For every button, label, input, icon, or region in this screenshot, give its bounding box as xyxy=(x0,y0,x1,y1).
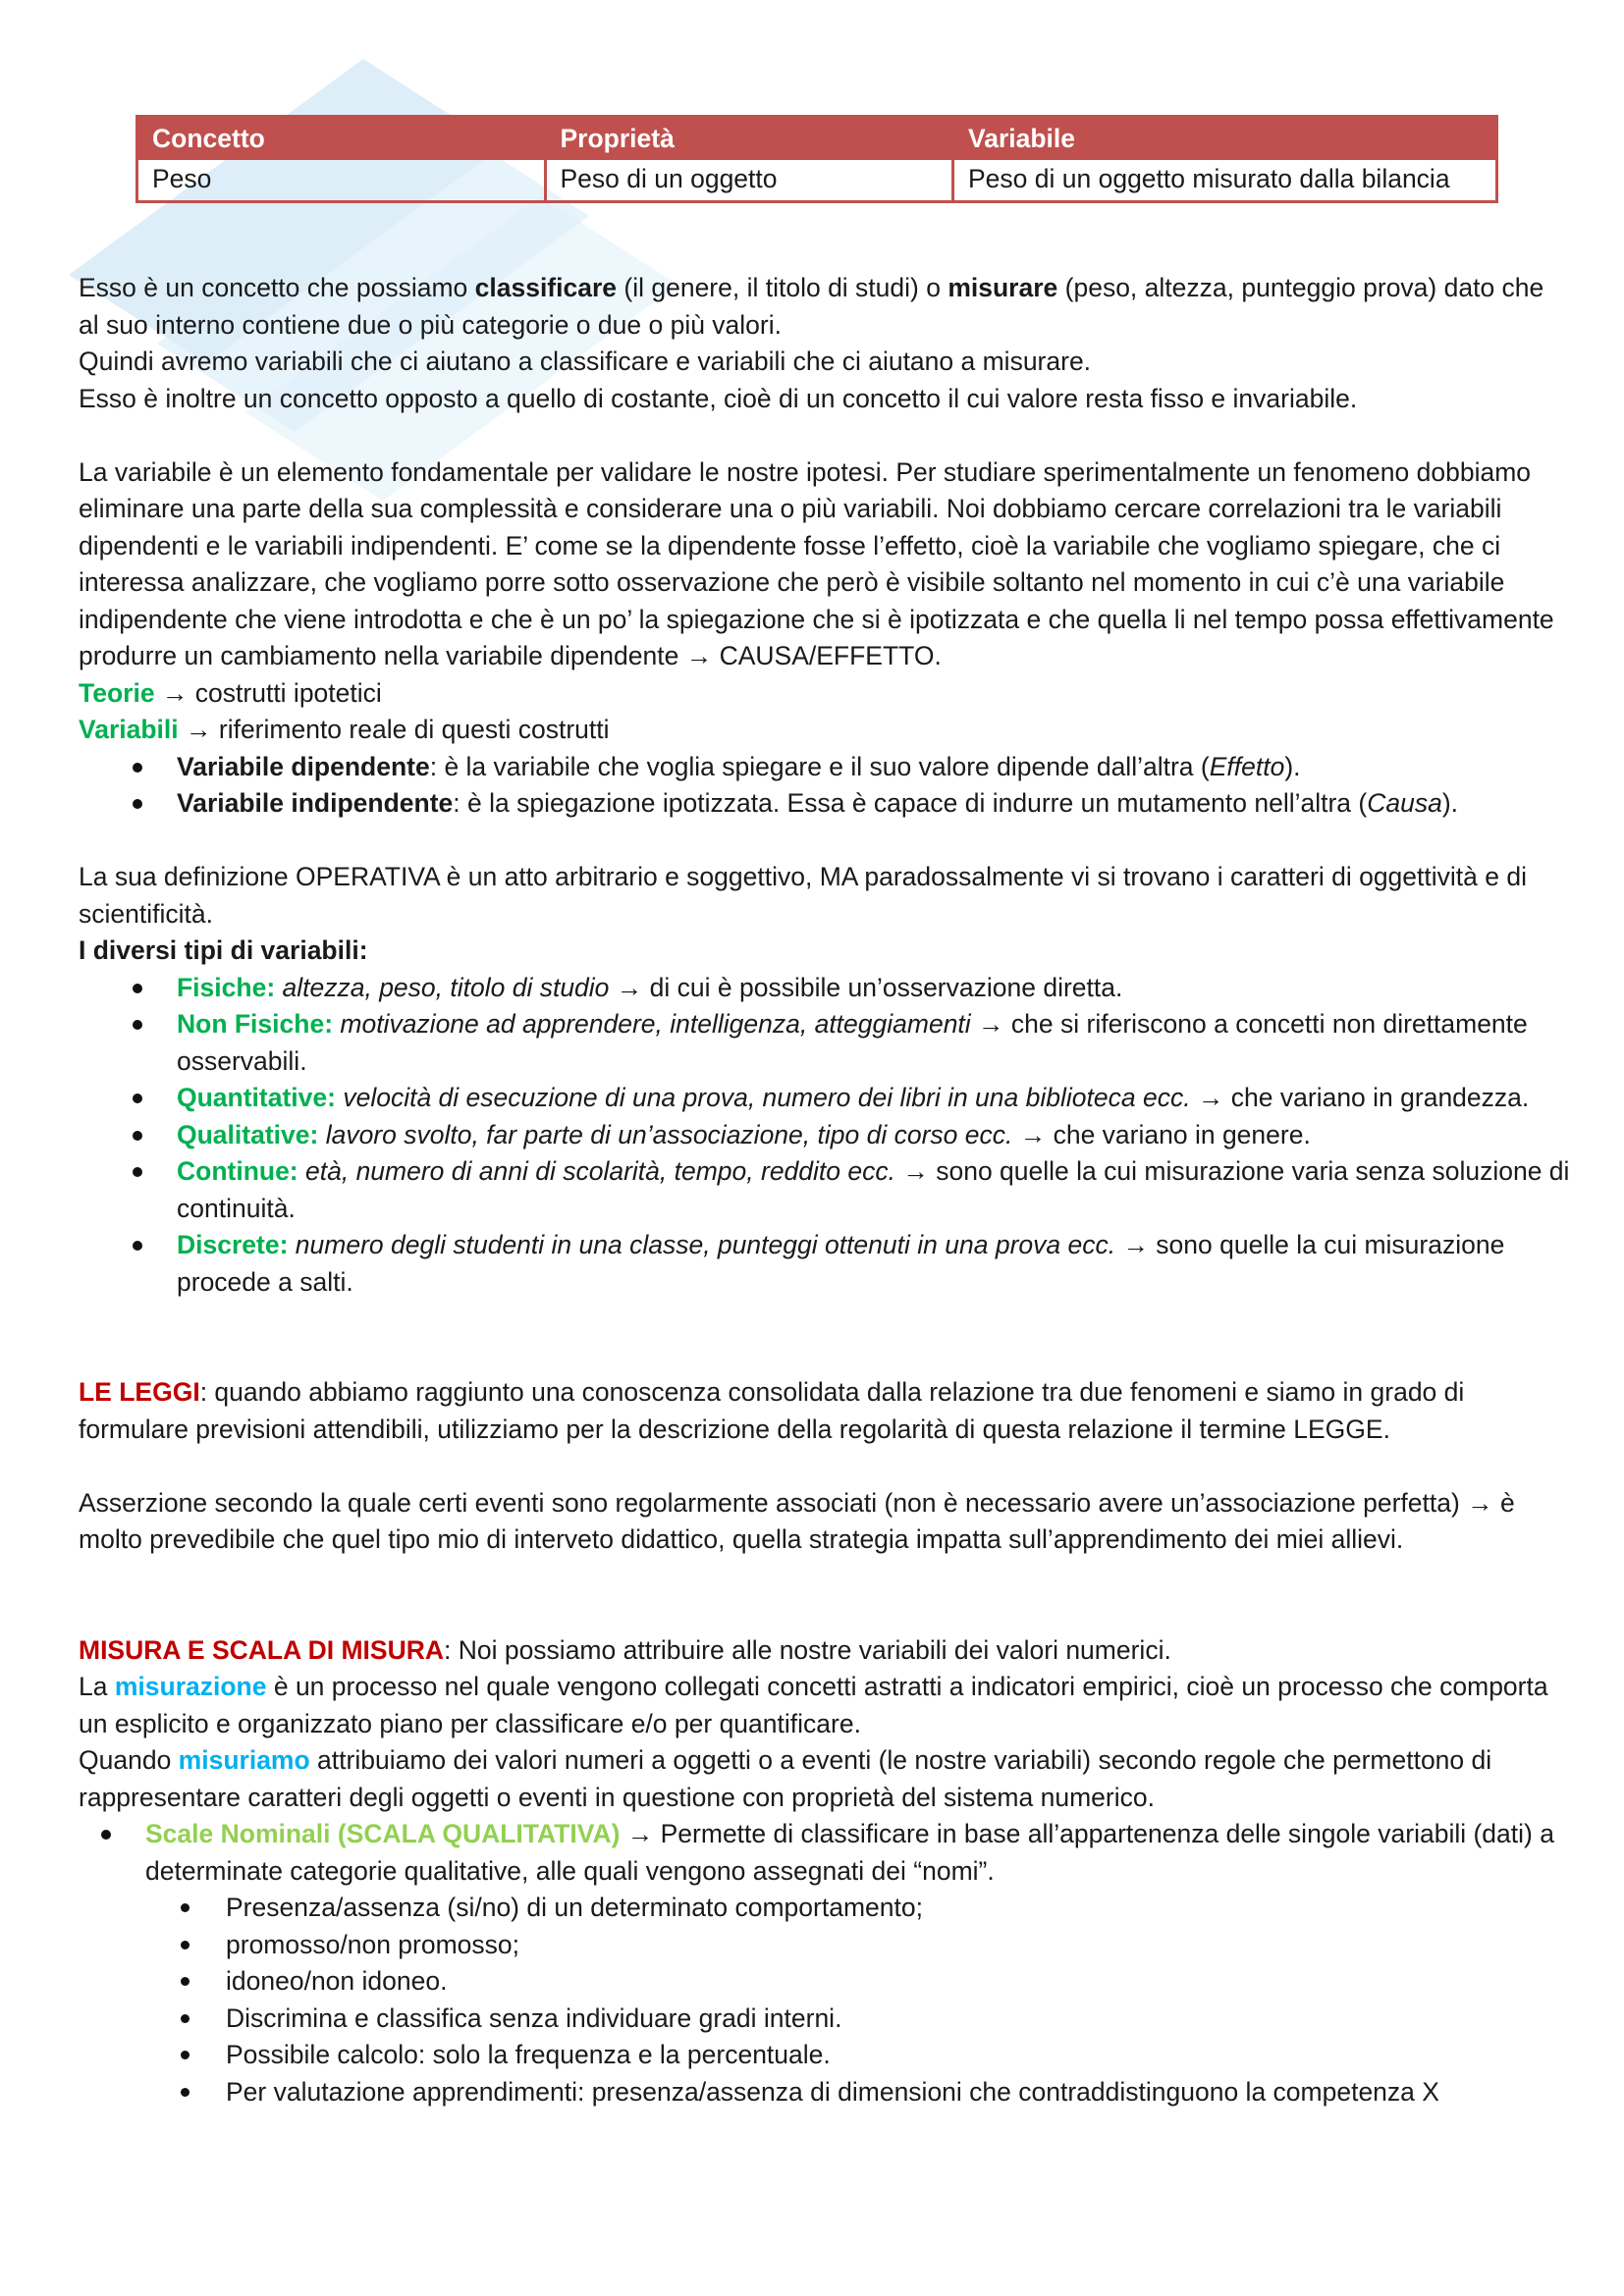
scale-list xyxy=(79,1816,1571,2110)
table-row xyxy=(137,159,1497,202)
list-item: Variabile indipendente: è la spiegazione ipotizzata. Essa è capace di indurre un mutamento nell’altra (Causa). xyxy=(177,785,1571,823)
paragraph-concetto: Esso è un concetto che possiamo classificare (il genere, il titolo di studi) o misurare (peso, altezza, punteggio prova) dato che al suo interno contiene due o più categorie o due o più valori. xyxy=(79,273,1544,340)
list-item: Quantitative: velocità di esecuzione di una prova, numero dei libri in una biblioteca ecc. → che variano in grandezza. xyxy=(177,1080,1571,1117)
paragraph: Quindi avremo variabili che ci aiutano a classificare e variabili che ci aiutano a misurare. xyxy=(79,347,1092,376)
list-item: Qualitative: lavoro svolto, far parte di un’associazione, tipo di corso ecc. → che variano in genere. xyxy=(177,1117,1571,1154)
list-item: Fisiche: altezza, peso, titolo di studio → di cui è possibile un’osservazione diretta. xyxy=(177,970,1571,1007)
paragraph-asserzione: Asserzione secondo la quale certi eventi sono regolarmente associati (non è necessario avere un’associazione perfetta) → è molto prevedibile che quel tipo mio di interveto didattico, quella strategia impatta sull’apprendimento dei miei allievi. xyxy=(79,1487,1515,1554)
paragraph: Esso è inoltre un concetto opposto a quello di costante, cioè di un concetto il cui valore resta fisso e invariabile. xyxy=(79,383,1358,413)
list-item: Discrete: numero degli studenti in una classe, punteggi ottenuti in una prova ecc. → sono quelle la cui misurazione procede a salti. xyxy=(177,1227,1571,1301)
list-item: Per valutazione apprendimenti: presenza/assenza di dimensioni che contraddistinguono la competenza X xyxy=(226,2074,1571,2111)
paragraph-misuriamo: Quando misuriamo attribuiamo dei valori numeri a oggetti o a eventi (le nostre variabili) secondo regole che permettono di rappresentare caratteri degli oggetti o eventi in questione con proprietà del sistema numerico. xyxy=(79,1745,1492,1812)
paragraph-misura: MISURA E SCALA DI MISURA: Noi possiamo attribuire alle nostre variabili dei valori numerici. xyxy=(79,1634,1171,1665)
list-item: Possibile calcolo: solo la frequenza e la percentuale. xyxy=(226,2037,1571,2074)
list-item: Non Fisiche: motivazione ad apprendere, intelligenza, atteggiamenti → che si riferiscono a concetti non direttamente osservabili. xyxy=(177,1006,1571,1080)
table-header-concetto: Concetto xyxy=(137,117,546,159)
types-list xyxy=(79,970,1571,1302)
types-heading: I diversi tipi di variabili: xyxy=(79,935,368,965)
paragraph-operativa: La sua definizione OPERATIVA è un atto arbitrario e soggettivo, MA paradossalmente vi si trovano i caratteri di oggettività e di scientificità. xyxy=(79,862,1527,929)
table-header-variabile: Variabile xyxy=(953,117,1497,159)
list-item: Presenza/assenza (si/no) di un determinato comportamento; xyxy=(226,1890,1571,1927)
paragraph-leggi: LE LEGGI: quando abbiamo raggiunto una conoscenza consolidata dalla relazione tra due fenomeni e siamo in grado di formulare previsioni attendibili, utilizziamo per la descrizione della regolarità di questa relazione il termine LEGGE. xyxy=(79,1377,1465,1444)
scale-sublist xyxy=(145,1890,1571,2110)
variabili-line: Variabili → riferimento reale di questi costrutti xyxy=(79,715,610,744)
table-cell: Peso di un oggetto xyxy=(545,159,953,202)
variable-kind-list xyxy=(79,749,1571,823)
concept-table xyxy=(135,115,1498,203)
list-item: Scale Nominali (SCALA QUALITATIVA) → Permette di classificare in base all’appartenenza delle singole variabili (dati) a determinate categorie qualitative, alle quali vengono assegnati dei “nomi”. Presenza/assenza (si/no) di un determinato comportamento; promosso/non promosso; idoneo/non idoneo. Discrimina e classifica senza individuare gradi interni. Possibile calcolo: solo la frequenza e la percentuale. Per valutazione apprendimenti: presenza/assenza di dimensioni che contraddistinguono la competenza X xyxy=(145,1816,1571,2110)
list-item: Variabile dipendente: è la variabile che voglia spiegare e il suo valore dipende dall’altra (Effetto). xyxy=(177,749,1571,786)
list-item: promosso/non promosso; xyxy=(226,1927,1571,1964)
table-header-proprieta: Proprietà xyxy=(545,117,953,159)
document-body xyxy=(79,270,1571,2110)
table-cell: Peso xyxy=(137,159,546,202)
teorie-line: Teorie → costrutti ipotetici xyxy=(79,677,382,708)
list-item: Continue: età, numero di anni di scolarità, tempo, reddito ecc. → sono quelle la cui misurazione varia senza soluzione di continuità. xyxy=(177,1153,1571,1227)
table-cell: Peso di un oggetto misurato dalla bilancia xyxy=(953,159,1497,202)
paragraph-misurazione: La misurazione è un processo nel quale vengono collegati concetti astratti a indicatori empirici, cioè un processo che comporta un esplicito e organizzato piano per classificare e/o per quantificare. xyxy=(79,1672,1548,1738)
list-item: idoneo/non idoneo. xyxy=(226,1963,1571,2001)
paragraph-variabile: La variabile è un elemento fondamentale per validare le nostre ipotesi. Per studiare sperimentalmente un fenomeno dobbiamo eliminare una parte della sua complessità e considerare una o più variabili. Noi dobbiamo cercare correlazioni tra le variabili dipendenti e le variabili indipendenti. E’ come se la dipendente fosse l’effetto, cioè la variabile che vogliamo spiegare, che ci interessa analizzare, che vogliamo porre sotto osservazione che però è visibile soltanto nel momento in cui c’è una variabile indipendente che viene introdotta e che è un po’ la spiegazione che si è ipotizzata e che quella li nel tempo possa effettivamente produrre un cambiamento nella variabile dipendente → CAUSA/EFFETTO. xyxy=(79,456,1554,670)
list-item: Discrimina e classifica senza individuare gradi interni. xyxy=(226,2001,1571,2038)
